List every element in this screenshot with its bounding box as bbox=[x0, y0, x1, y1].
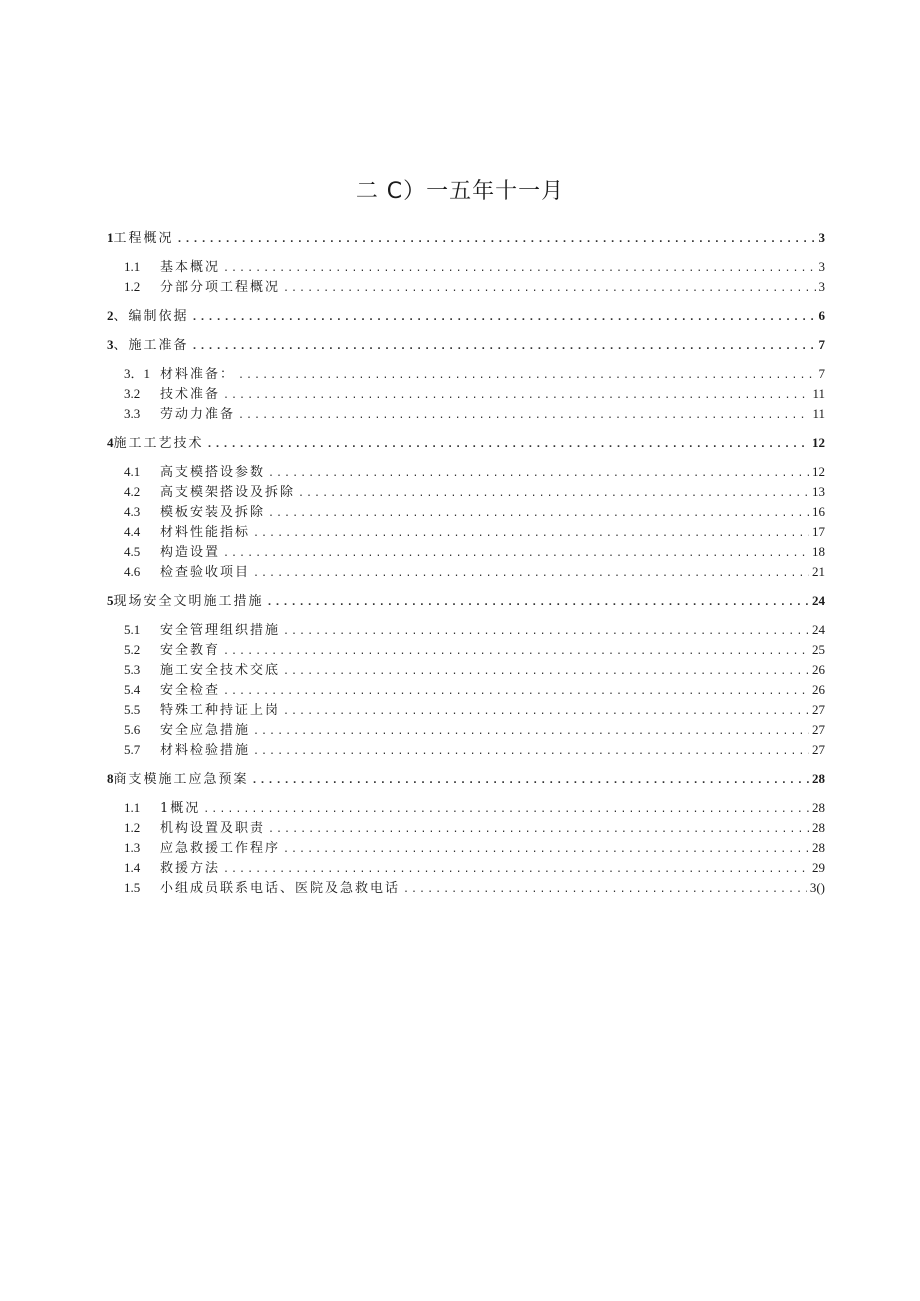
toc-entry-number: 5.7 bbox=[124, 742, 141, 757]
toc-entry-number: 1.4 bbox=[124, 860, 141, 875]
toc-chapter-entry[interactable] bbox=[107, 306, 825, 326]
toc-entry-number: 3.2 bbox=[124, 386, 141, 401]
toc-section-entry[interactable] bbox=[107, 277, 825, 297]
toc-dot-leader bbox=[253, 742, 809, 762]
toc-dot-leader bbox=[207, 435, 809, 455]
toc-entry-number: 4.3 bbox=[124, 504, 141, 519]
toc-dot-leader bbox=[223, 544, 809, 564]
toc-dot-leader bbox=[267, 593, 809, 613]
toc-page-number: 7 bbox=[818, 337, 825, 352]
toc-entry-label: 技术准备 bbox=[160, 387, 221, 402]
toc-dot-leader bbox=[238, 406, 809, 426]
toc-entry-label: 模板安装及拆除 bbox=[160, 505, 266, 520]
toc-entry-label: 安全应急措施 bbox=[160, 723, 251, 738]
toc-entry-number: 1.1 bbox=[124, 259, 141, 274]
toc-dot-leader bbox=[283, 622, 809, 642]
toc-section-entry[interactable] bbox=[107, 502, 825, 522]
toc-page-number: 24 bbox=[812, 593, 825, 608]
toc-page-number: 17 bbox=[812, 524, 825, 539]
toc-entry-number: 4.2 bbox=[124, 484, 141, 499]
toc-dot-leader bbox=[223, 259, 815, 279]
toc-section-entry[interactable] bbox=[107, 384, 825, 404]
toc-page-number: 27 bbox=[812, 722, 825, 737]
toc-chapter-entry[interactable] bbox=[107, 433, 825, 453]
toc-entry-number: 4.6 bbox=[124, 564, 141, 579]
toc-entry-number: 1.1 bbox=[124, 800, 141, 815]
toc-entry-number: 5.1 bbox=[124, 622, 141, 637]
toc-section-entry[interactable] bbox=[107, 720, 825, 740]
toc-entry-number: 2 bbox=[107, 308, 114, 323]
toc-section-entry[interactable] bbox=[107, 838, 825, 858]
toc-entry-number: 5.3 bbox=[124, 662, 141, 677]
toc-page-number: 16 bbox=[812, 504, 825, 519]
toc-page-number: 28 bbox=[812, 820, 825, 835]
toc-section-entry[interactable] bbox=[107, 620, 825, 640]
toc-section-entry[interactable] bbox=[107, 740, 825, 760]
toc-entry-label: 商支模施工应急预案 bbox=[113, 772, 249, 787]
toc-entry-label: 构造设置 bbox=[160, 545, 221, 560]
toc-entry-label: 分部分项工程概况 bbox=[160, 280, 281, 295]
toc-entry-label: 基本概况 bbox=[160, 260, 221, 275]
toc-dot-leader bbox=[283, 279, 815, 299]
toc-entry-label: 施工安全技术交底 bbox=[160, 663, 281, 678]
toc-entry-label: 高支模搭设参数 bbox=[160, 465, 266, 480]
toc-entry-number: 3 bbox=[107, 337, 114, 352]
table-of-contents bbox=[107, 228, 825, 898]
toc-entry-number: 4.5 bbox=[124, 544, 141, 559]
toc-dot-leader bbox=[223, 386, 809, 406]
toc-dot-leader bbox=[283, 840, 809, 860]
toc-page-number: 27 bbox=[812, 742, 825, 757]
toc-page-number: 26 bbox=[812, 682, 825, 697]
toc-page-number: 3 bbox=[818, 279, 825, 294]
toc-entry-label: 安全教育 bbox=[160, 643, 221, 658]
toc-entry-number: 1 bbox=[107, 230, 114, 245]
toc-dot-leader bbox=[223, 682, 809, 702]
toc-entry-label: 1概况 bbox=[160, 801, 201, 816]
toc-entry-label: 安全检查 bbox=[160, 683, 221, 698]
toc-entry-number: 3.3 bbox=[124, 406, 141, 421]
toc-dot-leader bbox=[238, 366, 815, 386]
toc-section-entry[interactable] bbox=[107, 660, 825, 680]
toc-dot-leader bbox=[252, 771, 809, 791]
toc-entry-label: 检查验收项目 bbox=[160, 565, 251, 580]
toc-page-number: 28 bbox=[812, 771, 825, 786]
toc-section-entry[interactable] bbox=[107, 700, 825, 720]
toc-dot-leader bbox=[283, 702, 809, 722]
toc-entry-number: 5.4 bbox=[124, 682, 141, 697]
toc-page-number: 27 bbox=[812, 702, 825, 717]
toc-page-number: 25 bbox=[812, 642, 825, 657]
toc-entry-number: 1.3 bbox=[124, 840, 141, 855]
toc-page-number: 12 bbox=[812, 464, 825, 479]
toc-entry-label: 机构设置及职责 bbox=[160, 821, 266, 836]
toc-entry-number: 8 bbox=[107, 771, 114, 786]
toc-section-entry[interactable] bbox=[107, 482, 825, 502]
toc-entry-number: 4 bbox=[107, 435, 114, 450]
toc-entry-label: 小组成员联系电话、医院及急救电话 bbox=[160, 881, 401, 896]
toc-page-number: 18 bbox=[812, 544, 825, 559]
toc-chapter-entry[interactable] bbox=[107, 335, 825, 355]
toc-dot-leader bbox=[268, 464, 809, 484]
toc-page-number: 24 bbox=[812, 622, 825, 637]
toc-entry-number: 5.5 bbox=[124, 702, 141, 717]
toc-page-number: 11 bbox=[812, 406, 825, 421]
toc-page-number: 28 bbox=[812, 800, 825, 815]
toc-entry-label: 高支模架搭设及拆除 bbox=[160, 485, 296, 500]
toc-entry-number: 1.2 bbox=[124, 820, 141, 835]
toc-entry-label: 材料准备： bbox=[160, 367, 236, 382]
toc-page-number: 21 bbox=[812, 564, 825, 579]
toc-entry-label: 特殊工种持证上岗 bbox=[160, 703, 281, 718]
toc-dot-leader bbox=[192, 308, 816, 328]
toc-section-entry[interactable] bbox=[107, 640, 825, 660]
toc-section-entry[interactable] bbox=[107, 562, 825, 582]
toc-dot-leader bbox=[268, 504, 809, 524]
page-title: 二 C）一五年十一月 bbox=[355, 179, 565, 204]
toc-page-number: 26 bbox=[812, 662, 825, 677]
toc-entry-label: 应急救援工作程序 bbox=[160, 841, 281, 856]
toc-page-number: 12 bbox=[812, 435, 825, 450]
toc-entry-number: 5.2 bbox=[124, 642, 141, 657]
toc-dot-leader bbox=[403, 880, 807, 900]
toc-dot-leader bbox=[203, 800, 809, 820]
toc-dot-leader bbox=[192, 337, 816, 357]
toc-entry-number: 5.6 bbox=[124, 722, 141, 737]
toc-entry-label: 救援方法 bbox=[160, 861, 221, 876]
toc-section-entry[interactable] bbox=[107, 818, 825, 838]
toc-page-number: 11 bbox=[812, 386, 825, 401]
toc-section-entry[interactable] bbox=[107, 257, 825, 277]
toc-entry-label: 、施工准备 bbox=[113, 338, 189, 353]
toc-page-number: 3 bbox=[818, 259, 825, 274]
toc-dot-leader bbox=[268, 820, 809, 840]
toc-entry-number: 5 bbox=[107, 593, 114, 608]
toc-dot-leader bbox=[177, 230, 816, 250]
toc-entry-label: 施工工艺技术 bbox=[113, 436, 204, 451]
toc-section-entry[interactable] bbox=[107, 404, 825, 424]
toc-entry-label: 、编制依据 bbox=[113, 309, 189, 324]
toc-dot-leader bbox=[298, 484, 809, 504]
toc-chapter-entry[interactable] bbox=[107, 228, 825, 248]
toc-page-number: 29 bbox=[812, 860, 825, 875]
toc-page-number: 13 bbox=[812, 484, 825, 499]
toc-entry-label: 劳动力准备 bbox=[160, 407, 236, 422]
toc-section-entry[interactable] bbox=[107, 462, 825, 482]
toc-section-entry[interactable] bbox=[107, 798, 825, 818]
toc-dot-leader bbox=[223, 642, 809, 662]
toc-section-entry[interactable] bbox=[107, 542, 825, 562]
toc-dot-leader bbox=[253, 564, 809, 584]
toc-page-number: 3() bbox=[809, 880, 825, 895]
toc-section-entry[interactable] bbox=[107, 364, 825, 384]
toc-section-entry[interactable] bbox=[107, 522, 825, 542]
toc-entry-label: 安全管理组织措施 bbox=[160, 623, 281, 638]
toc-section-entry[interactable] bbox=[107, 878, 825, 898]
toc-page-number: 6 bbox=[818, 308, 825, 323]
toc-page-number: 28 bbox=[812, 840, 825, 855]
toc-entry-label: 材料性能指标 bbox=[160, 525, 251, 540]
toc-chapter-entry[interactable] bbox=[107, 769, 825, 789]
toc-page-number: 3 bbox=[818, 230, 825, 245]
toc-entry-label: 工程概况 bbox=[113, 231, 174, 246]
toc-entry-label: 现场安全文明施工措施 bbox=[113, 594, 264, 609]
toc-entry-number: 4.4 bbox=[124, 524, 141, 539]
toc-dot-leader bbox=[283, 662, 809, 682]
toc-dot-leader bbox=[223, 860, 809, 880]
toc-dot-leader bbox=[253, 722, 809, 742]
toc-entry-number: 4.1 bbox=[124, 464, 141, 479]
toc-entry-label: 材料检验措施 bbox=[160, 743, 251, 758]
toc-entry-number: 3．1 bbox=[124, 366, 151, 381]
toc-entry-number: 1.5 bbox=[124, 880, 141, 895]
toc-chapter-entry[interactable] bbox=[107, 591, 825, 611]
toc-page-number: 7 bbox=[818, 366, 825, 381]
toc-dot-leader bbox=[253, 524, 809, 544]
toc-section-entry[interactable] bbox=[107, 680, 825, 700]
toc-entry-number: 1.2 bbox=[124, 279, 141, 294]
toc-section-entry[interactable] bbox=[107, 858, 825, 878]
